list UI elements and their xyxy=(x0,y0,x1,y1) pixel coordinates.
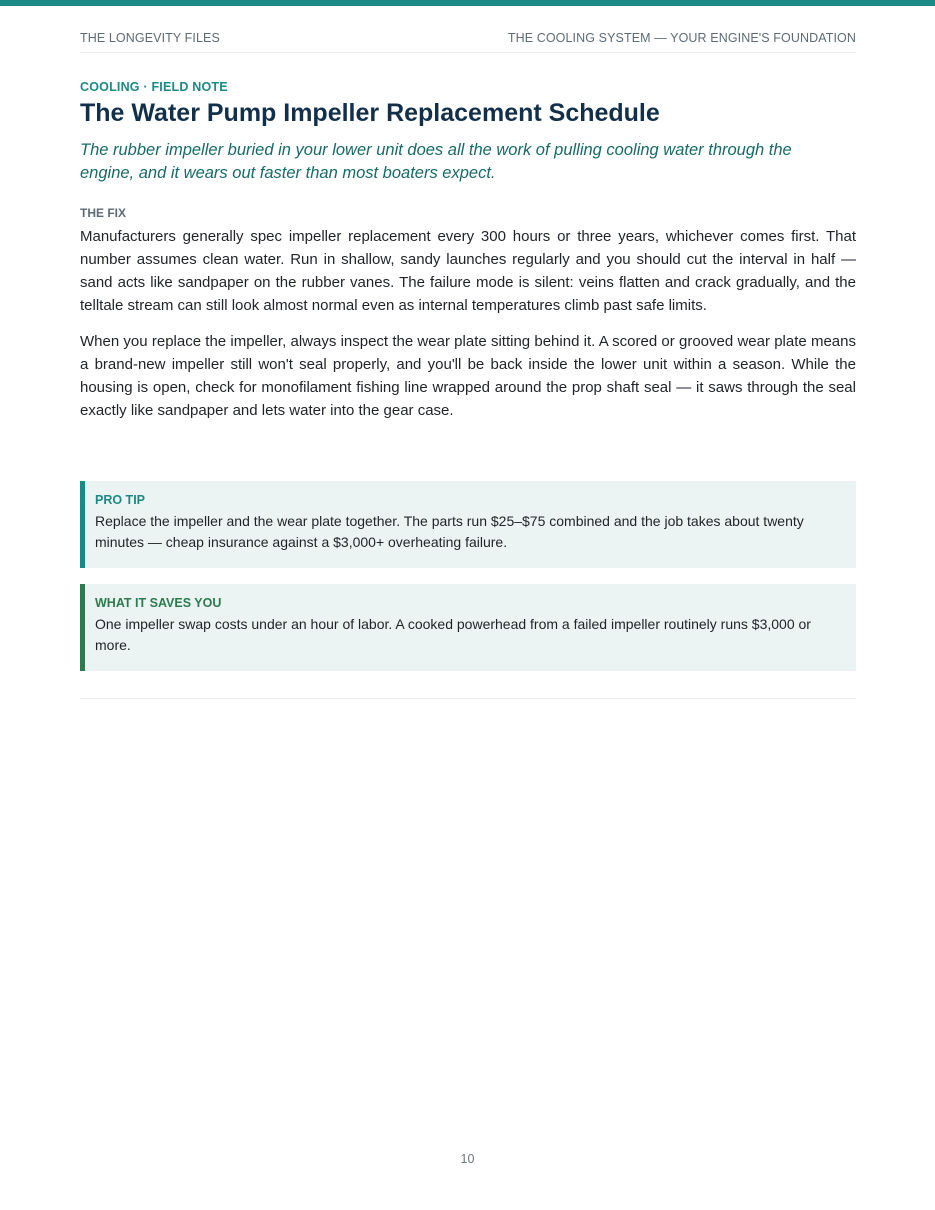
article-body xyxy=(80,225,856,435)
section-divider xyxy=(80,698,856,699)
body-paragraph: When you replace the impeller, always inspect the wear plate sitting behind it. A scored or grooved wear plate means a brand-new impeller still won't seal properly, and you'll be back inside the lower unit within a season. While the housing is open, check for monofilament fishing line wrapped around the prop shaft seal — it saws through the seal exactly like sandpaper and lets water into the gear case. xyxy=(80,333,856,419)
section-label: THE FIX xyxy=(80,206,127,220)
savings-label: WHAT IT SAVES YOU xyxy=(95,596,222,610)
page-number: 10 xyxy=(460,1152,475,1166)
publication-name: THE LONGEVITY FILES xyxy=(80,31,220,45)
top-accent-bar xyxy=(0,0,935,6)
savings-callout xyxy=(80,584,856,671)
chapter-title: THE COOLING SYSTEM — YOUR ENGINE'S FOUNDATION xyxy=(507,31,856,45)
article-dek: The rubber impeller buried in your lower unit does all the work of pulling cooling water through the engine, and it wears out faster than most boaters expect. xyxy=(80,141,792,182)
article-kicker: COOLING · FIELD NOTE xyxy=(80,80,228,94)
pro-tip-callout xyxy=(80,481,856,568)
savings-text: One impeller swap costs under an hour of labor. A cooked powerhead from a failed impeller routinely runs $3,000 or more. xyxy=(95,616,811,653)
body-paragraph: Manufacturers generally spec impeller replacement every 300 hours or three years, whichever comes first. That number assumes clean water. Run in shallow, sandy launches regularly and you should cut the interval in half — sand acts like sandpaper on the rubber vanes. The failure mode is silent: veins flatten and crack gradually, and the telltale stream can still look almost normal even as internal temperatures climb past safe limits. xyxy=(80,228,856,314)
pro-tip-label: PRO TIP xyxy=(95,493,146,507)
running-header xyxy=(80,31,856,53)
article-title: The Water Pump Impeller Replacement Schedule xyxy=(80,99,660,127)
pro-tip-text: Replace the impeller and the wear plate together. The parts run $25–$75 combined and the job takes about twenty minutes — cheap insurance against a $3,000+ overheating failure. xyxy=(95,513,804,550)
